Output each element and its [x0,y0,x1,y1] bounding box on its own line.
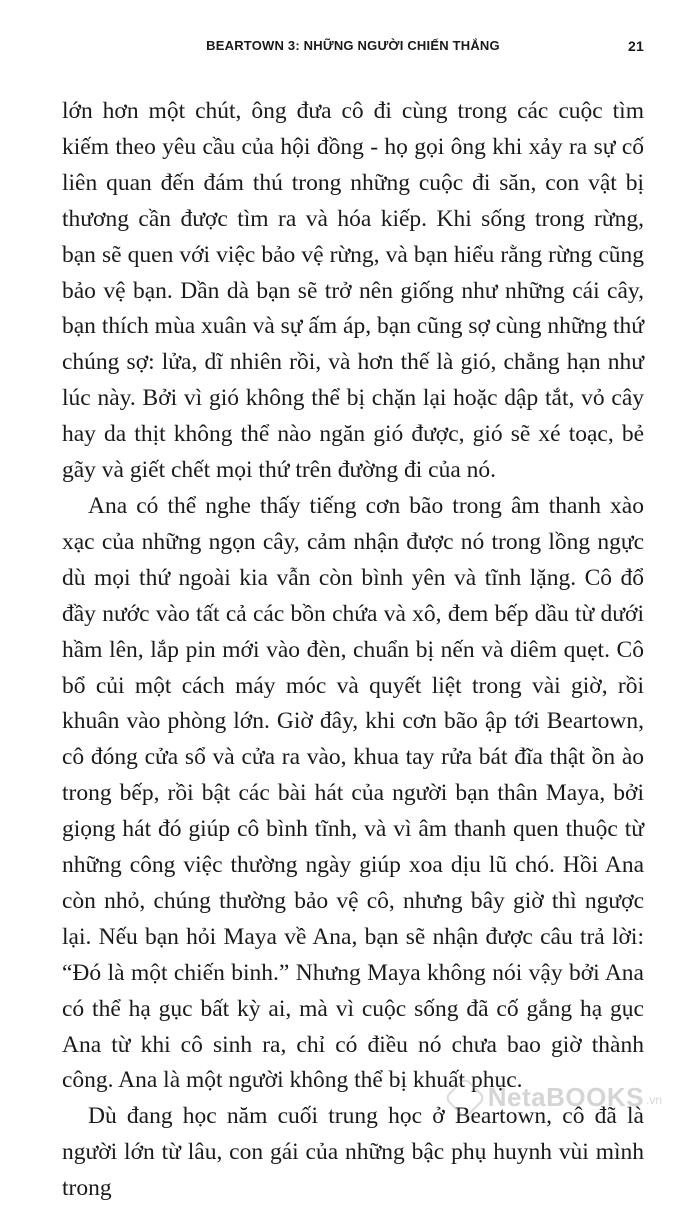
watermark [450,1082,662,1113]
paragraph: Ana có thể nghe thấy tiếng cơn bão trong âm thanh xào xạc của những ngọn cây, cảm nhận được nó trong lồng ngực dù mọi thứ ngoài kia vẫn còn bình yên và tĩnh lặng. Cô đổ đầy nước vào tất cả các bồn chứa và xô, đem bếp dầu từ dưới hầm lên, lắp pin mới vào đèn, chuẩn bị nến và diêm quẹt. Cô bổ củi một cách máy móc và quyết liệt trong vài giờ, rồi khuân vào phòng lớn. Giờ đây, khi cơn bão ập tới Beartown, cô đóng cửa sổ và cửa ra vào, khua tay rửa bát đĩa thật ồn ào trong bếp, rồi bật các bài hát của người bạn thân Maya, bởi giọng hát đó giúp cô bình tĩnh, và vì âm thanh quen thuộc từ những công việc thường ngày giúp xoa dịu lũ chó. Hồi Ana còn nhỏ, chúng thường bảo vệ cô, nhưng bây giờ thì ngược lại. Nếu bạn hỏi Maya về Ana, bạn sẽ nhận được câu trả lời: “Đó là một chiến binh.” Nhưng Maya không nói vậy bởi Ana có thể hạ gục bất kỳ ai, mà vì cuộc sống đã cố gắng hạ gục Ana từ khi cô sinh ra, chỉ có điều nó chưa bao giờ thành công. Ana là một người không thể bị khuất phục. [62,492,644,1094]
watermark-suffix: .vn [645,1093,662,1107]
body-text [62,94,644,1207]
running-header [62,30,644,64]
running-title: BEARTOWN 3: NHỮNG NGƯỜI CHIẾN THẮNG [206,38,500,53]
paragraph: Dù đang học năm cuối trung học ở Beartown, cô đã là người lớn từ lâu, con gái của những bậc phụ huynh vùi mình trong [62,1103,644,1202]
page-number: 21 [628,38,644,54]
paragraph-continued: lớn hơn một chút, ông đưa cô đi cùng trong các cuộc tìm kiếm theo yêu cầu của hội đồng - họ gọi ông khi xảy ra sự cố liên quan đến đám thú trong những cuộc đi săn, con vật bị thương cần được tìm ra và hóa kiếp. Khi sống trong rừng, bạn sẽ quen với việc bảo vệ rừng, và bạn hiểu rằng rừng cũng bảo vệ bạn. Dần dà bạn sẽ trở nên giống như những cái cây, bạn thích mùa xuân và sự ấm áp, bạn cũng sợ cùng những thứ chúng sợ: lửa, dĩ nhiên rồi, và hơn thế là gió, chẳng hạn như lúc này. Bởi vì gió không thể bị chặn lại hoặc dập tắt, vỏ cây hay da thịt không thể nào ngăn gió được, gió sẽ xé toạc, bẻ gãy và giết chết mọi thứ trên đường đi của nó. [62,98,644,484]
watermark-logo-icon [444,1076,486,1118]
watermark-text: NetaBOOKS [487,1082,644,1112]
